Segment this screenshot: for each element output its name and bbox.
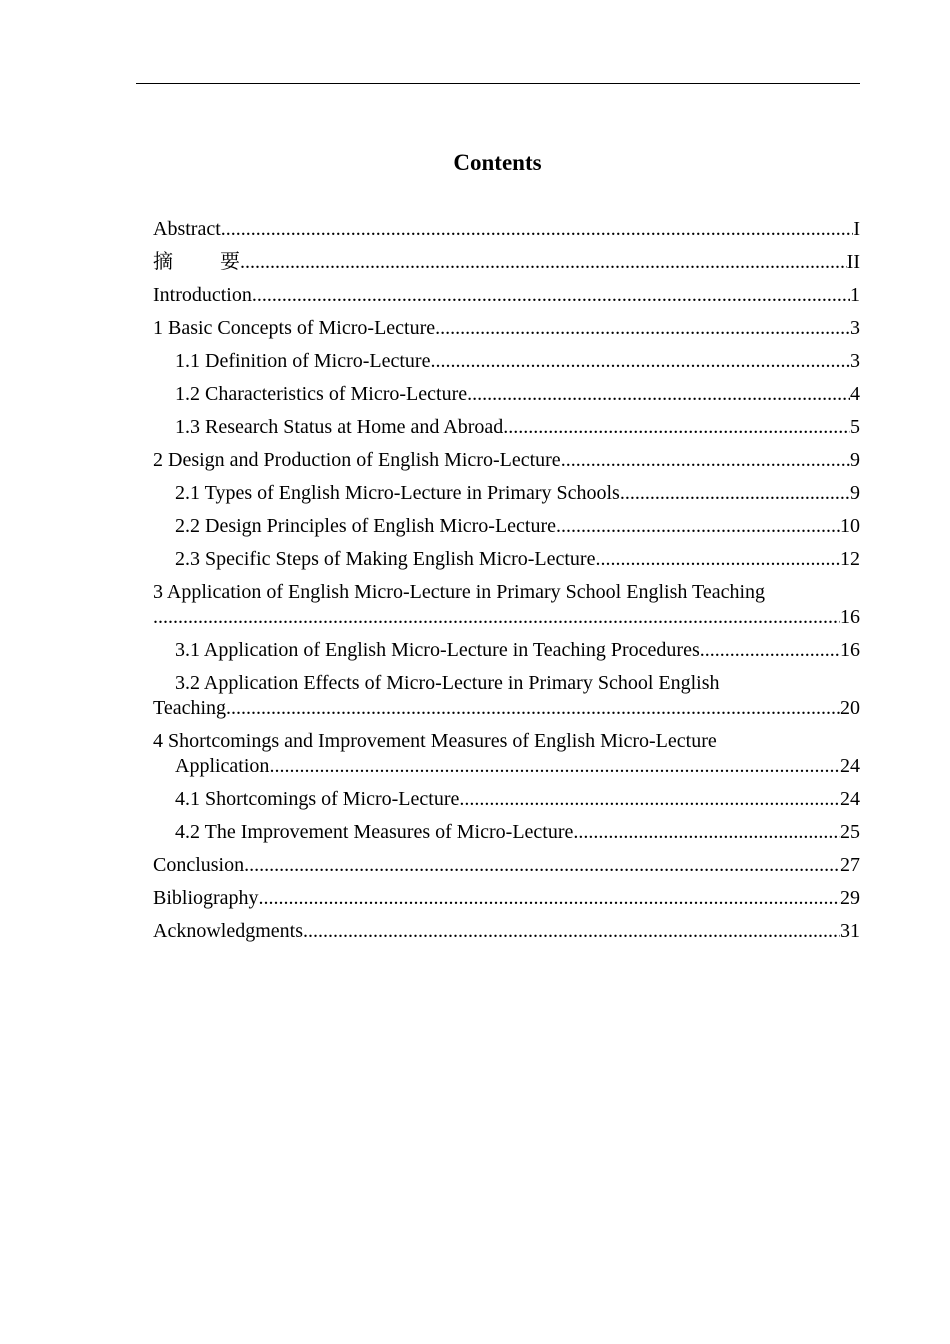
toc-entry-label: 2.3 Specific Steps of Making English Micro-Lecture	[175, 548, 596, 570]
toc-entry-label-continued: Teaching	[153, 697, 227, 719]
toc-leader-dots	[595, 547, 840, 572]
table-of-contents	[153, 217, 860, 952]
toc-entry-section-1-1[interactable]	[153, 349, 860, 374]
toc-entry-label: Abstract	[153, 218, 221, 240]
toc-entry-continuation	[153, 605, 860, 630]
toc-entry-page: 24	[840, 788, 860, 810]
toc-entry-section-2-3[interactable]	[153, 547, 860, 572]
toc-entry-label: 1 Basic Concepts of Micro-Lecture	[153, 317, 436, 339]
toc-entry-conclusion[interactable]	[153, 853, 860, 878]
toc-entry-page: 5	[850, 416, 860, 438]
toc-entry-page: 16	[840, 606, 860, 628]
toc-entry-section-3-1[interactable]	[153, 638, 860, 663]
toc-leader-dots	[252, 283, 850, 308]
toc-entry-section-1-3[interactable]	[153, 415, 860, 440]
toc-entry-label: 1.2 Characteristics of Micro-Lecture	[175, 383, 468, 405]
toc-entry-page: 1	[850, 284, 860, 306]
toc-leader-dots	[561, 448, 850, 473]
page-title: Contents	[453, 150, 542, 175]
toc-entry-page: I	[853, 218, 860, 240]
toc-entry-page: 31	[840, 920, 860, 942]
toc-entry-page: 29	[840, 887, 860, 909]
toc-entry-chapter-4[interactable]	[153, 729, 860, 779]
toc-leader-dots	[259, 886, 840, 911]
toc-leader-dots	[435, 316, 850, 341]
toc-entry-label	[153, 250, 240, 275]
toc-entry-label: Bibliography	[153, 887, 259, 909]
toc-leader-dots	[700, 638, 840, 663]
toc-entry-label: 4.1 Shortcomings of Micro-Lecture	[175, 788, 460, 810]
toc-leader-dots	[573, 820, 840, 845]
toc-entry-label: 4 Shortcomings and Improvement Measures of English Micro-Lecture	[153, 730, 717, 752]
toc-entry-section-1-2[interactable]	[153, 382, 860, 407]
toc-entry-chapter-3[interactable]	[153, 580, 860, 630]
toc-entry-label: Conclusion	[153, 854, 245, 876]
toc-entry-page: 27	[840, 854, 860, 876]
toc-leader-dots	[240, 250, 847, 275]
toc-entry-label-char: 要	[220, 251, 240, 273]
toc-leader-dots	[430, 349, 850, 374]
toc-entry-page: 9	[850, 449, 860, 471]
toc-entry-page: 24	[840, 755, 860, 777]
toc-leader-dots	[269, 754, 840, 779]
toc-entry-chinese-abstract[interactable]	[153, 250, 860, 275]
toc-leader-dots	[244, 853, 840, 878]
toc-entry-abstract[interactable]	[153, 217, 860, 242]
toc-entry-label: 4.2 The Improvement Measures of Micro-Lecture	[175, 821, 574, 843]
toc-entry-continuation	[153, 754, 860, 779]
toc-entry-section-3-2[interactable]	[153, 671, 860, 721]
toc-entry-page: 3	[850, 317, 860, 339]
toc-leader-dots	[303, 919, 840, 944]
toc-entry-label: 1.1 Definition of Micro-Lecture	[175, 350, 431, 372]
toc-leader-dots	[620, 481, 850, 506]
toc-entry-label: 2.1 Types of English Micro-Lecture in Primary Schools	[175, 482, 620, 504]
toc-entry-page: 25	[840, 821, 860, 843]
toc-entry-page: 4	[850, 383, 860, 405]
toc-entry-page: 20	[840, 697, 860, 719]
header-rule	[136, 83, 860, 84]
toc-entry-label: 2.2 Design Principles of English Micro-Lecture	[175, 515, 557, 537]
toc-entry-section-4-1[interactable]	[153, 787, 860, 812]
toc-entry-chapter-2[interactable]	[153, 448, 860, 473]
toc-entry-introduction[interactable]	[153, 283, 860, 308]
toc-entry-chapter-1[interactable]	[153, 316, 860, 341]
toc-entry-continuation	[153, 696, 860, 721]
toc-leader-dots	[221, 217, 854, 242]
toc-entry-page: 10	[840, 515, 860, 537]
toc-leader-dots	[467, 382, 850, 407]
toc-entry-label-char: 摘	[153, 251, 173, 273]
toc-entry-page: 16	[840, 639, 860, 661]
toc-entry-label-continued: Application	[175, 755, 270, 777]
toc-entry-page: II	[846, 251, 860, 273]
toc-entry-section-2-1[interactable]	[153, 481, 860, 506]
toc-leader-dots	[226, 696, 840, 721]
toc-entry-label: 3.2 Application Effects of Micro-Lecture in Primary School English	[175, 672, 720, 694]
toc-leader-dots	[459, 787, 840, 812]
toc-entry-bibliography[interactable]	[153, 886, 860, 911]
toc-entry-label: 1.3 Research Status at Home and Abroad	[175, 416, 504, 438]
toc-entry-label: 3.1 Application of English Micro-Lecture in Teaching Procedures	[175, 639, 700, 661]
toc-leader-dots	[556, 514, 840, 539]
toc-leader-dots	[503, 415, 850, 440]
toc-entry-page: 9	[850, 482, 860, 504]
toc-entry-label: Acknowledgments	[153, 920, 303, 942]
toc-entry-label: 3 Application of English Micro-Lecture in Primary School English Teaching	[153, 581, 766, 603]
toc-entry-acknowledgments[interactable]	[153, 919, 860, 944]
toc-entry-label: 2 Design and Production of English Micro-Lecture	[153, 449, 561, 471]
toc-entry-section-2-2[interactable]	[153, 514, 860, 539]
toc-entry-page: 3	[850, 350, 860, 372]
toc-entry-label: Introduction	[153, 284, 252, 306]
toc-entry-page: 12	[840, 548, 860, 570]
toc-leader-dots	[153, 605, 840, 630]
toc-entry-section-4-2[interactable]	[153, 820, 860, 845]
